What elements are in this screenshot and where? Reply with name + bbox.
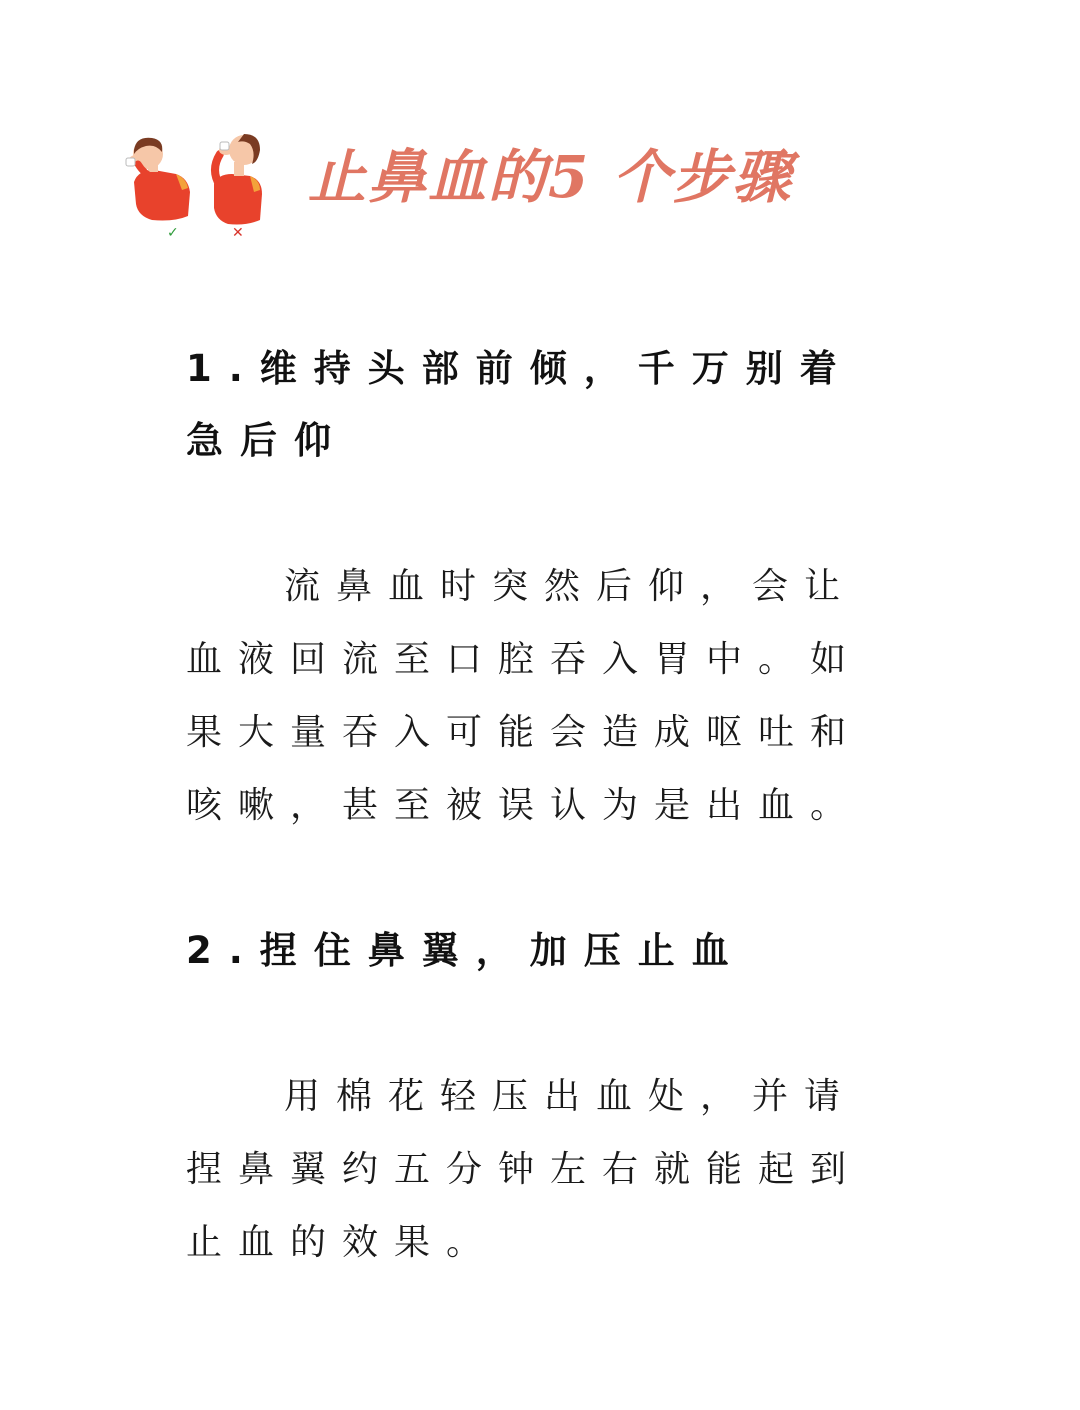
check-icon: ✓ <box>167 225 179 241</box>
page-title: 止鼻血的5 个步骤 <box>308 143 793 211</box>
posture-illustration <box>118 130 273 248</box>
section-paragraph-1: 流鼻血时突然后仰，会让血液回流至口腔吞入胃中。如果大量吞入可能会造成呕吐和咳嗽，甚至被误认为是出血。 <box>186 566 863 826</box>
section-heading-1: 1.维持头部前倾，千万别着急后仰 <box>186 347 854 462</box>
section-paragraph-2: 用棉花轻压出血处，并请捏鼻翼约五分钟左右就能起到止血的效果。 <box>186 1076 863 1263</box>
section-heading-2: 2.捏住鼻翼，加压止血 <box>186 929 746 972</box>
person-head-forward-icon <box>124 130 196 230</box>
person-head-back-icon <box>200 130 272 230</box>
cross-icon: ✕ <box>232 225 244 241</box>
header <box>118 130 838 250</box>
